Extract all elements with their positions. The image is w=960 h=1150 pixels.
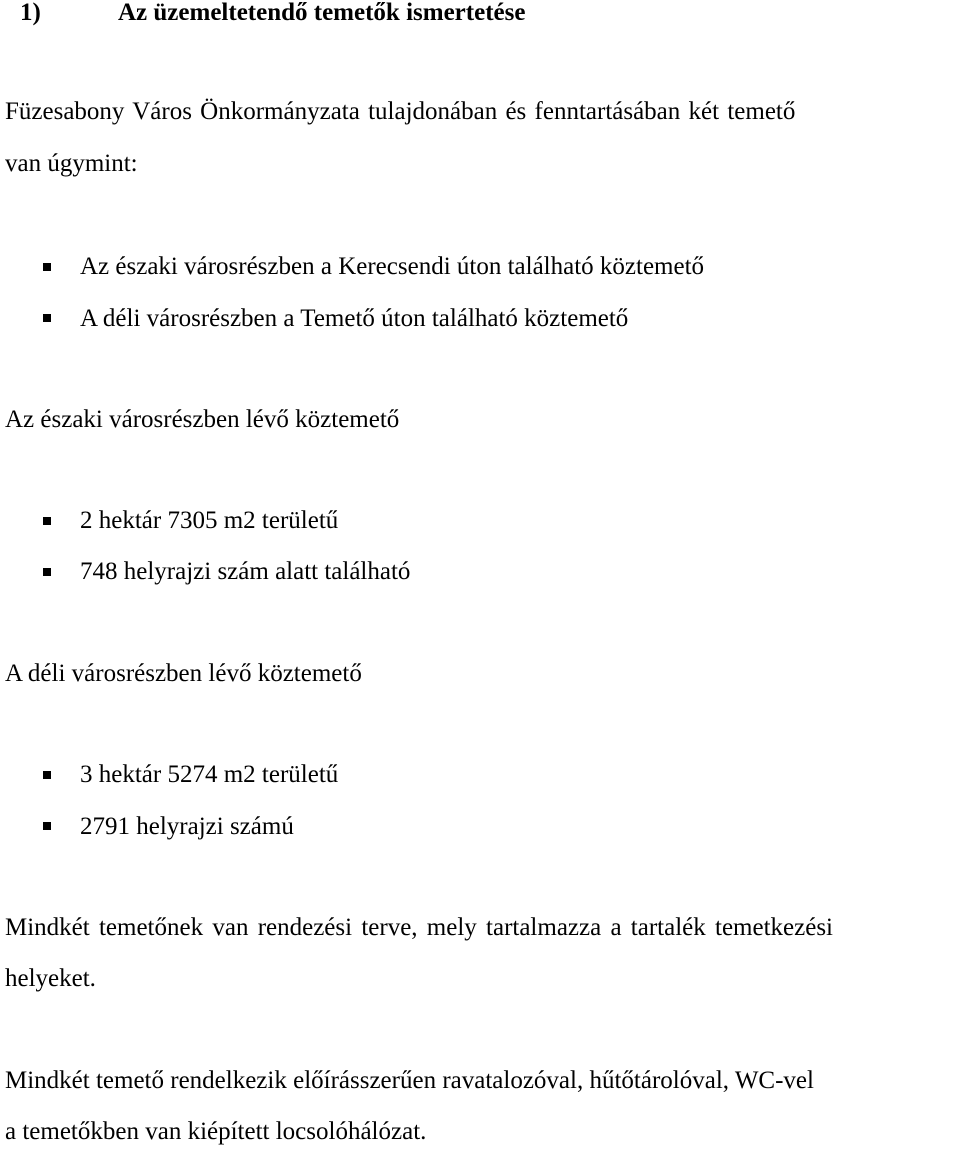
list-item: 2 hektár 7305 m2 területű: [80, 507, 339, 534]
intro-text-1: Füzesabony Város Önkormányzata tulajdonában és fenntartásában két temető: [5, 98, 796, 125]
intro-line-2: van úgymint:: [5, 150, 138, 177]
list-item: Az északi városrészben a Kerecsendi úton található köztemető: [80, 253, 705, 280]
heading-title: Az üzemeltetendő temetők ismertetése: [118, 0, 526, 26]
plans-paragraph-line-2: helyeket.: [5, 965, 96, 992]
list-item: 748 helyrajzi szám alatt található: [80, 558, 411, 585]
bullet-icon: [43, 517, 51, 525]
bullet-icon: [43, 771, 51, 779]
list-item: 2791 helyrajzi számú: [80, 813, 294, 840]
facilities-paragraph-line-2: a temetőkben van kiépített locsolóhálózat.: [5, 1118, 427, 1145]
list-item: A déli városrészben a Temető úton található köztemető: [80, 305, 629, 332]
south-cemetery-title: A déli városrészben lévő köztemető: [5, 660, 362, 687]
bullet-icon: [43, 314, 51, 322]
list-item: 3 hektár 5274 m2 területű: [80, 761, 339, 788]
bullet-icon: [43, 822, 51, 830]
section-heading: [20, 0, 960, 28]
facilities-paragraph-line-1: Mindkét temető rendelkezik előírásszerűen ravatalozóval, hűtőtárolóval, WC-vel: [5, 1067, 814, 1094]
heading-number: 1): [20, 0, 41, 26]
intro-line-1: [5, 97, 960, 127]
north-cemetery-title: Az északi városrészben lévő köztemető: [5, 406, 400, 433]
plans-paragraph-line-1: Mindkét temetőnek van rendezési terve, mely tartalmazza a tartalék temetkezési: [5, 914, 834, 941]
bullet-icon: [43, 568, 51, 576]
bullet-icon: [43, 263, 51, 271]
